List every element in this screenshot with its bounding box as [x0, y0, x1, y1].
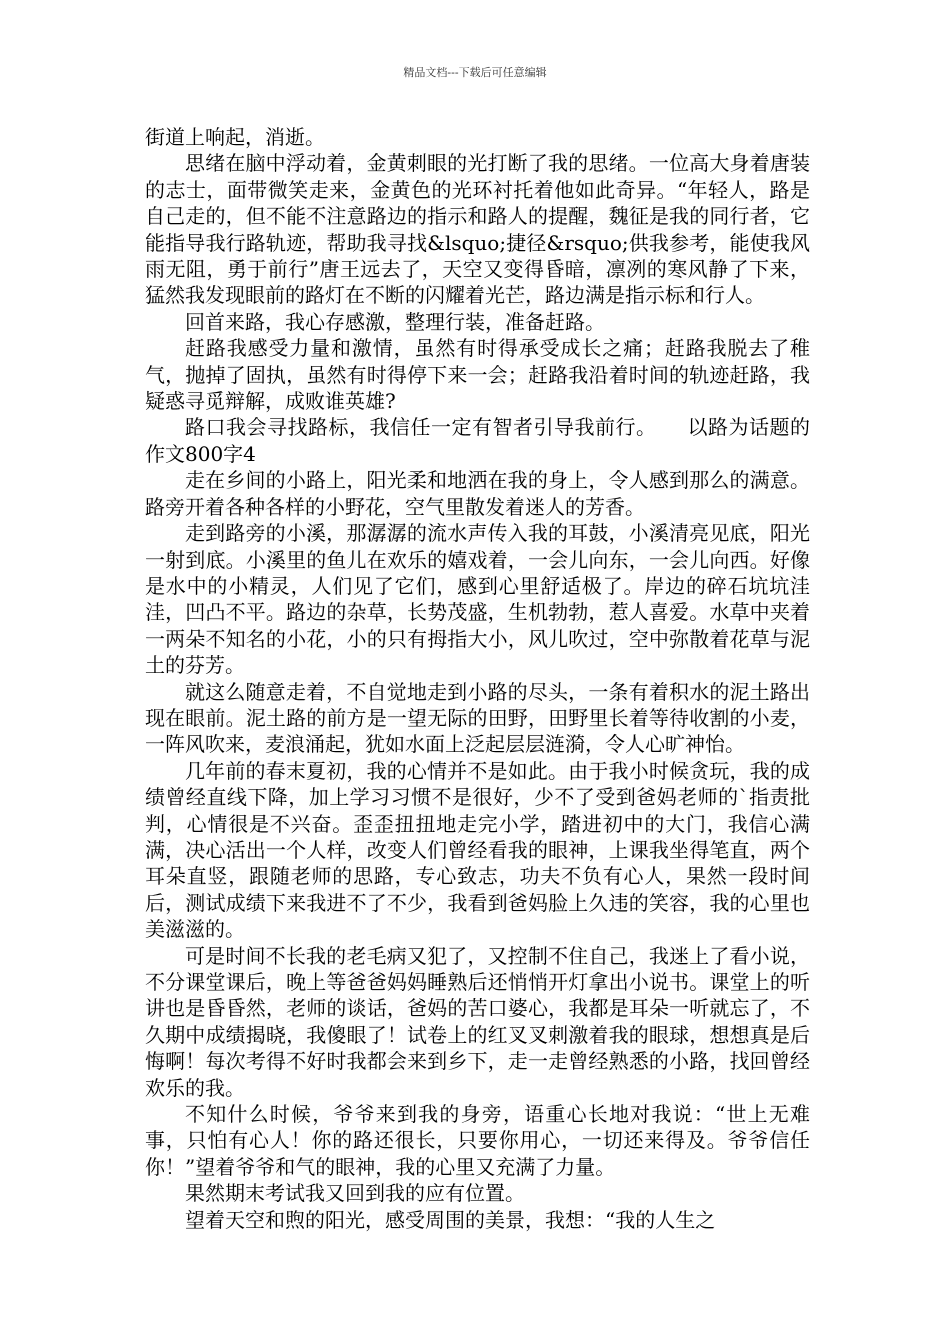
- paragraph-13: 望着天空和煦的阳光，感受周围的美景，我想：“我的人生之: [185, 1207, 716, 1232]
- paragraph-1: 街道上响起，消逝。: [145, 125, 325, 149]
- paragraph-2: 思绪在脑中浮动着，金黄刺眼的光打断了我的思绪。一位高大身着唐装的志士，面带微笑走来，金黄色的光环衬托着他如此奇异。“年轻人，路是自己走的，但不能不注意路边的指示和路人的提醒，魏征是我的同行者，它能指导我行路轨迹，帮助我寻找&lsquo;捷径&rsquo;供我参考，能使我风雨无阻，勇于前行”唐王远去了，天空又变得昏暗，凛冽的寒风静了下来，猛然我发现眼前的路灯在不断的闪耀着光芒，路边满是指示标和行人。: [145, 151, 810, 308]
- document-body: [145, 124, 810, 1233]
- paragraph-4: 赶路我感受力量和激情，虽然有时得承受成长之痛；赶路我脱去了稚气，抛掉了固执，虽然有时得停下来一会；赶路我沿着时间的轨迹赶路，我疑惑寻觅辩解，成败谁英雄?: [145, 336, 810, 414]
- paragraph-9: 几年前的春末夏初，我的心情并不是如此。由于我小时候贪玩，我的成绩曾经直线下降，加上学习习惯不是很好，少不了受到爸妈老师的`指责批判，心情很是不兴奋。歪歪扭扭地走完小学，踏进初中的大门，我信心满满，决心活出一个人样，改变人们曾经看我的眼神，上课我坐得笔直，两个耳朵直竖，跟随老师的思路，专心致志，功夫不负有心人，果然一段时间后，测试成绩下来我进不了不少，我看到爸妈脸上久违的笑容，我的心里也美滋滋的。: [145, 758, 810, 942]
- page-header: 精品文档---下载后可任意编辑: [403, 66, 547, 79]
- paragraph-6: 走在乡间的小路上，阳光柔和地洒在我的身上，令人感到那么的满意。路旁开着各种各样的小野花，空气里散发着迷人的芳香。: [145, 468, 810, 519]
- paragraph-10: 可是时间不长我的老毛病又犯了，又控制不住自己，我迷上了看小说，不分课堂课后，晚上等爸爸妈妈睡熟后还悄悄开灯拿出小说书。课堂上的听讲也是昏昏然，老师的谈话，爸妈的苦口婆心，我都是耳朵一听就忘了，不久期中成绩揭晓，我傻眼了！试卷上的红叉叉刺激着我的眼球，想想真是后悔啊！每次考得不好时我都会来到乡下，走一走曾经熟悉的小路，找回曾经欢乐的我。: [145, 943, 810, 1100]
- paragraph-5: 路口我会寻找路标，我信任一定有智者引导我前行。 以路为话题的作文800字4: [145, 415, 810, 466]
- paragraph-7: 走到路旁的小溪，那潺潺的流水声传入我的耳鼓，小溪清亮见底，阳光一射到底。小溪里的鱼儿在欢乐的嬉戏着，一会儿向东，一会儿向西。好像是水中的小精灵，人们见了它们，感到心里舒适极了。岸边的碎石坑坑洼洼，凹凸不平。路边的杂草，长势茂盛，生机勃勃，惹人喜爱。水草中夹着一两朵不知名的小花，小的只有拇指大小，风儿吹过，空中弥散着花草与泥土的芬芳。: [145, 521, 810, 678]
- paragraph-3: 回首来路，我心存感激，整理行装，准备赶路。: [185, 309, 605, 334]
- paragraph-8: 就这么随意走着，不自觉地走到小路的尽头，一条有着积水的泥土路出现在眼前。泥土路的前方是一望无际的田野，田野里长着等待收割的小麦，一阵风吹来，麦浪涌起，犹如水面上泛起层层涟漪，令人心旷神怡。: [145, 679, 810, 757]
- paragraph-12: 果然期末考试我又回到我的应有位置。: [185, 1181, 525, 1206]
- paragraph-11: 不知什么时候，爷爷来到我的身旁，语重心长地对我说：“世上无难事，只怕有心人！你的路还很长，只要你用心，一切还来得及。爷爷信任你！”望着爷爷和气的眼神，我的心里又充满了力量。: [145, 1102, 810, 1179]
